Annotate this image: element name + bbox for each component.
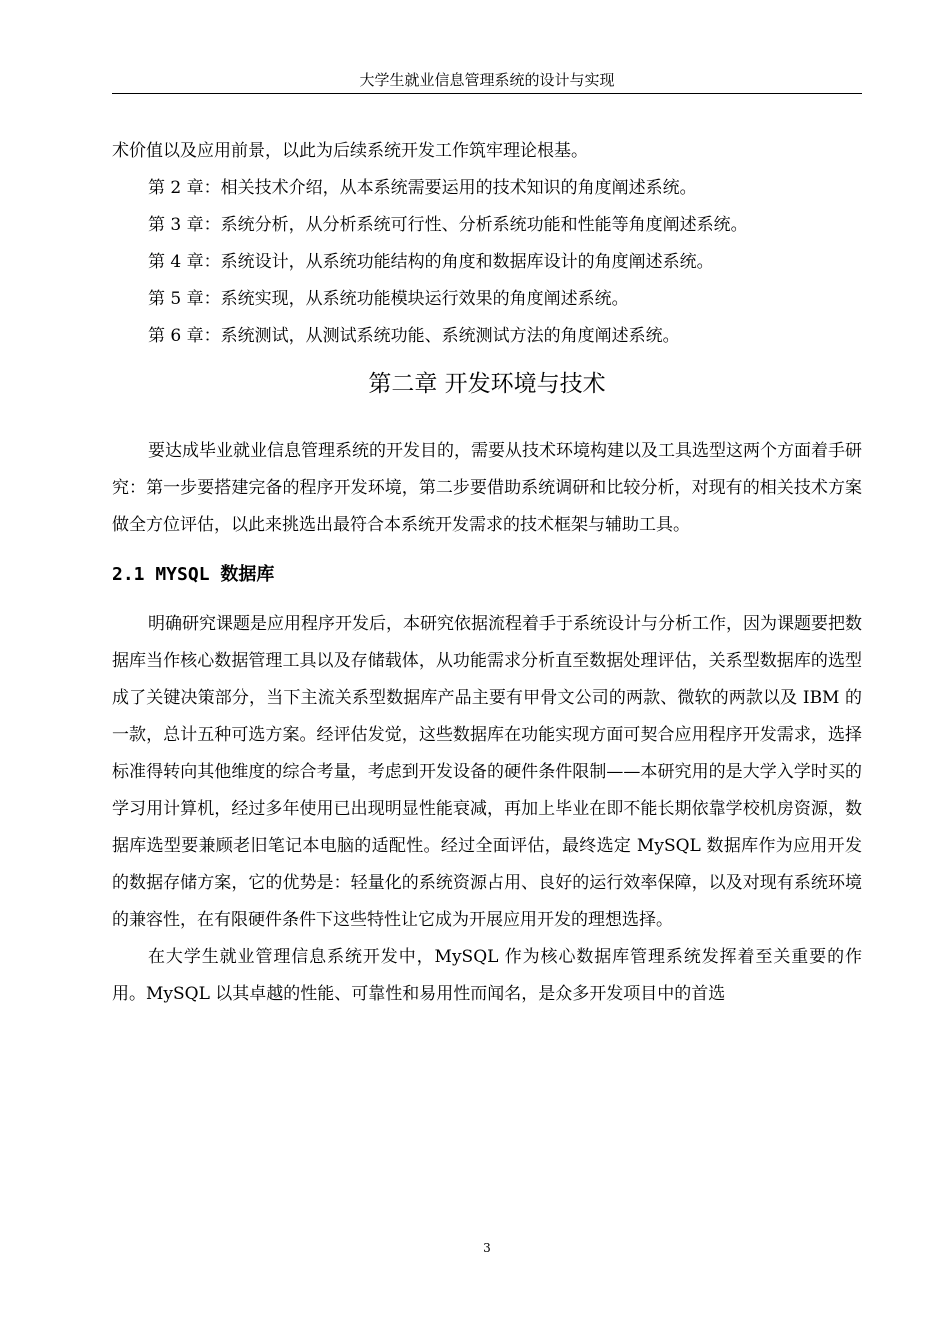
- page-number: 3: [483, 1241, 491, 1255]
- chapter-list-item: 第 5 章：系统实现，从系统功能模块运行效果的角度阐述系统。: [148, 289, 629, 309]
- header-rule: [112, 93, 862, 94]
- chapter-list-item: 第 3 章：系统分析，从分析系统可行性、分析系统功能和性能等角度阐述系统。: [148, 215, 748, 235]
- section-heading: 2.1 MYSQL 数据库: [112, 564, 275, 585]
- chapter-list-item: 第 4 章：系统设计，从系统功能结构的角度和数据库设计的角度阐述系统。: [148, 252, 714, 272]
- section-paragraph: 在大学生就业管理信息系统开发中，MySQL 作为核心数据库管理系统发挥着至关重要的作用。MySQL 以其卓越的性能、可靠性和易用性而闻名，是众多开发项目中的首选: [112, 947, 862, 1004]
- page-body: [112, 133, 862, 1013]
- chapter-spacer: [112, 408, 862, 433]
- chapter-list-item: 第 6 章：系统测试，从测试系统功能、系统测试方法的角度阐述系统。: [148, 326, 680, 346]
- running-header: 大学生就业信息管理系统的设计与实现: [359, 71, 615, 89]
- section-paragraph: 明确研究课题是应用程序开发后，本研究依据流程着手于系统设计与分析工作，因为课题要把数据库当作核心数据管理工具以及存储载体，从功能需求分析直至数据处理评估，关系型数据库的选型成了关键决策部分，当下主流关系型数据库产品主要有甲骨文公司的两款、微软的两款以及 IBM 的一款，总计五种可选方案。经评估发觉，这些数据库在功能实现方面可契合应用程序开发需求，选择标准得转向其他维度的综合考量，考虑到开发设备的硬件条件限制——本研究用的是大学入学时买的学习用计算机，经过多年使用已出现明显性能衰减，再加上毕业在即不能长期依靠学校机房资源，数据库选型要兼顾老旧笔记本电脑的适配性。经过全面评估，最终选定 MySQL 数据库作为应用开发的数据存储方案，它的优势是：轻量化的系统资源占用、良好的运行效率保障，以及对现有系统环境的兼容性，在有限硬件条件下这些特性让它成为开展应用开发的理想选择。: [112, 614, 862, 930]
- chapter-title: 第二章 开发环境与技术: [368, 371, 606, 397]
- chapter-list-item: 第 2 章：相关技术介绍，从本系统需要运用的技术知识的角度阐述系统。: [148, 178, 697, 198]
- chapter-intro-paragraph: 要达成毕业就业信息管理系统的开发目的，需要从技术环境构建以及工具选型这两个方面着手研究：第一步要搭建完备的程序开发环境，第二步要借助系统调研和比较分析，对现有的相关技术方案做全方位评估，以此来挑选出最符合本系统开发需求的技术框架与辅助工具。: [112, 441, 862, 535]
- intro-continuation: 术价值以及应用前景，以此为后续系统开发工作筑牢理论根基。: [112, 141, 588, 161]
